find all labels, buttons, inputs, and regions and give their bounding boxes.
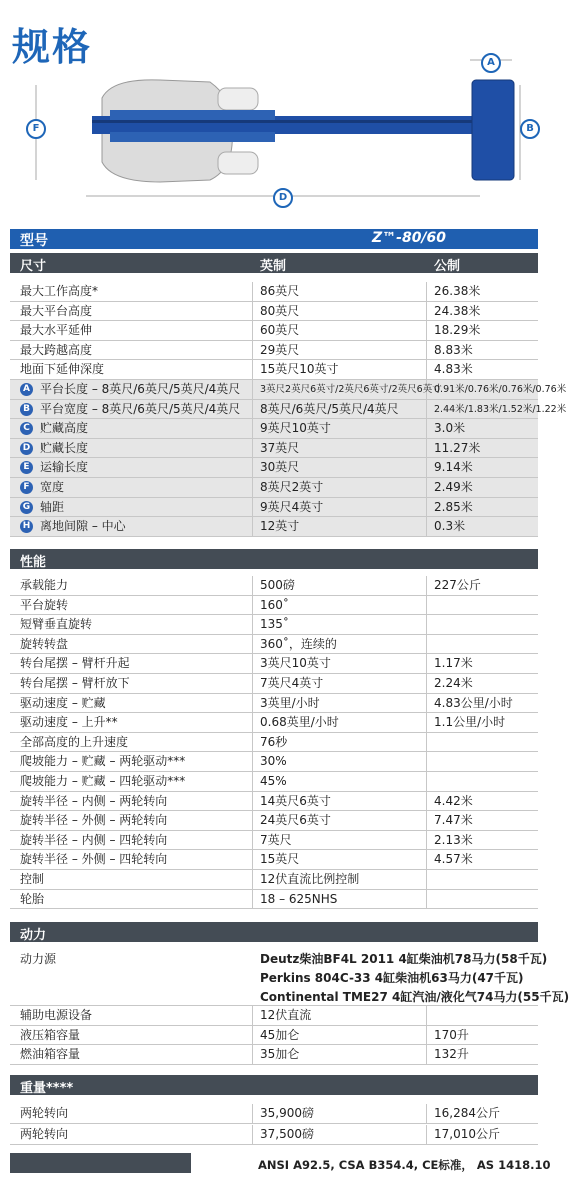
page-title: 规格 (12, 25, 93, 69)
imperial-value: 30英尺 (260, 460, 300, 475)
table-row (10, 517, 538, 537)
table-row (10, 576, 538, 596)
table-row (10, 713, 538, 733)
imperial-value: 29英尺 (260, 342, 300, 357)
metric-value: 4.83米 (434, 362, 473, 377)
table-row (10, 654, 538, 674)
metric-value: 16,284公斤 (434, 1106, 500, 1120)
row-label: 贮藏长度 (40, 440, 89, 455)
table-row (10, 1045, 538, 1065)
metric-value: 0.3米 (434, 519, 466, 534)
imperial-value: 35加仑 (260, 1047, 300, 1062)
metric-value: 11.27米 (434, 440, 481, 455)
dimension-badge-icon: D (20, 442, 33, 455)
imperial-value: 12伏直流比例控制 (260, 872, 360, 886)
metric-value: 9.14米 (434, 460, 473, 475)
imperial-value: 76秒 (260, 734, 288, 749)
row-label: 燃油箱容量 (20, 1047, 81, 1062)
boom-lift-diagram (0, 40, 550, 215)
table-row (10, 694, 538, 714)
metric-value: 1.1公里/小时 (434, 715, 506, 730)
imperial-value: 80英尺 (260, 303, 300, 318)
standards-text: ANSI A92.5, CSA B354.4, CE标准， AS 1418.10 (258, 1158, 551, 1172)
model-name: Z™-80/60 (372, 230, 447, 246)
row-label: 平台长度 – 8英尺/6英尺/5英尺/4英尺 (40, 382, 241, 396)
table-row (10, 282, 538, 302)
dimension-badge-icon: C (20, 422, 33, 435)
table-row (10, 1104, 538, 1124)
row-label: 液压箱容量 (20, 1027, 81, 1042)
imperial-value: 15英尺10英寸 (260, 362, 339, 377)
row-label: 最大水平延伸 (20, 323, 93, 338)
row-label: 转台尾摆 – 臂杆升起 (20, 656, 130, 671)
table-row (10, 772, 538, 792)
table-row (10, 380, 567, 400)
imperial-value: 86英尺 (260, 284, 300, 298)
size-heading: 尺寸 (20, 259, 47, 274)
imperial-value: 35,900磅 (260, 1106, 314, 1120)
table-row (10, 674, 538, 694)
imperial-value: 9英尺10英寸 (260, 421, 331, 436)
power-source-label: 动力源 (20, 952, 57, 966)
model-bar (10, 229, 538, 249)
table-row (10, 458, 538, 478)
metric-value: 227公斤 (434, 578, 481, 592)
table-row (10, 302, 538, 322)
dimension-badge-icon: A (20, 383, 33, 396)
performance-section-header (10, 549, 538, 569)
imperial-value: 60英尺 (260, 323, 300, 338)
dimension-label-f: F (26, 119, 46, 139)
power-source-1: Deutz柴油BF4L 2011 4缸柴油机78马力(58千瓦) (260, 952, 548, 966)
imperial-value: 7英尺4英寸 (260, 676, 324, 690)
metric-value: 0.91米/0.76米/0.76米/0.76米 (434, 384, 567, 395)
row-label: 承载能力 (20, 578, 69, 592)
metric-value: 17,010公斤 (434, 1127, 500, 1141)
metric-value: 132升 (434, 1047, 469, 1062)
row-label: 旋转半径 – 内侧 – 四轮转向 (20, 832, 168, 847)
imperial-value: 37英尺 (260, 440, 300, 455)
row-label: 宽度 (40, 480, 65, 494)
power-heading: 动力 (20, 928, 47, 943)
row-label: 轮胎 (20, 891, 45, 906)
row-label: 驱动速度 – 贮藏 (20, 695, 106, 710)
row-label: 旋转半径 – 内侧 – 两轮转向 (20, 793, 168, 808)
metric-heading: 公制 (434, 259, 461, 274)
metric-value: 3.0米 (434, 421, 466, 436)
table-row (10, 419, 538, 439)
weight-section-header (10, 1075, 538, 1095)
metric-value: 26.38米 (434, 284, 481, 298)
table-row (10, 635, 538, 655)
row-label: 旋转转盘 (20, 636, 69, 651)
row-label: 轴距 (40, 499, 65, 514)
table-row (10, 341, 538, 361)
metric-value: 1.17米 (434, 656, 473, 671)
row-label: 爬坡能力 – 贮藏 – 四轮驱动*** (20, 774, 186, 788)
metric-value: 2.13米 (434, 832, 473, 847)
imperial-value: 12英寸 (260, 519, 300, 534)
row-label: 旋转半径 – 外侧 – 两轮转向 (20, 813, 168, 828)
row-label: 运输长度 (40, 460, 89, 475)
metric-value: 2.85米 (434, 499, 473, 514)
weight-heading: 重量**** (20, 1081, 74, 1096)
row-label: 最大平台高度 (20, 303, 93, 318)
metric-value: 2.44米/1.83米/1.52米/1.22米 (434, 403, 567, 415)
row-label: 贮藏高度 (40, 421, 89, 436)
row-label: 两轮转向 (20, 1106, 69, 1120)
row-label: 两轮转向 (20, 1127, 69, 1141)
dimension-badge-icon: F (20, 481, 33, 494)
imperial-value: 15英尺 (260, 852, 300, 867)
imperial-value: 24英尺6英寸 (260, 813, 331, 828)
metric-value: 18.29米 (434, 323, 481, 338)
table-row (10, 439, 538, 459)
row-label: 控制 (20, 872, 45, 886)
row-label: 最大跨越高度 (20, 342, 93, 357)
imperial-value: 3英里/小时 (260, 695, 320, 710)
row-label: 地面下延伸深度 (20, 362, 105, 377)
imperial-value: 360˚，连续的 (260, 636, 337, 651)
dimension-label-a: A (481, 53, 501, 73)
table-row (10, 596, 538, 616)
metric-value: 7.47米 (434, 813, 473, 828)
row-label: 短臂垂直旋转 (20, 617, 93, 632)
dimension-badge-icon: G (20, 501, 33, 514)
row-label: 全部高度的上升速度 (20, 734, 129, 749)
metric-value: 4.42米 (434, 793, 473, 808)
imperial-value: 18 – 625NHS (260, 891, 338, 906)
table-row (10, 360, 538, 380)
imperial-value: 12伏直流 (260, 1008, 312, 1022)
size-section-header (10, 253, 538, 273)
imperial-value: 160˚ (260, 597, 289, 612)
table-row (10, 400, 567, 420)
table-row (10, 831, 538, 851)
metric-value: 2.49米 (434, 480, 473, 494)
dimension-badge-icon: B (20, 403, 33, 416)
imperial-value: 9英尺4英寸 (260, 499, 324, 514)
metric-value: 170升 (434, 1027, 469, 1042)
performance-heading: 性能 (20, 555, 47, 570)
imperial-value: 8英尺/6英尺/5英尺/4英尺 (260, 401, 399, 416)
row-label: 转台尾摆 – 臂杆放下 (20, 676, 130, 690)
imperial-value: 45加仑 (260, 1027, 300, 1042)
table-row (10, 890, 538, 910)
table-row (10, 752, 538, 772)
power-source-3: Continental TME27 4缸汽油/液化气74马力(55千瓦) (260, 990, 569, 1004)
metric-value: 24.38米 (434, 303, 481, 318)
dimension-label-d: D (273, 188, 293, 208)
metric-value: 2.24米 (434, 676, 473, 690)
row-label: 爬坡能力 – 贮藏 – 两轮驱动*** (20, 754, 186, 769)
table-row (10, 1006, 538, 1026)
table-row (10, 792, 538, 812)
table-row (10, 733, 538, 753)
imperial-value: 135˚ (260, 617, 289, 632)
power-section-header (10, 922, 538, 942)
power-source-2: Perkins 804C-33 4缸柴油机63马力(47千瓦) (260, 971, 524, 985)
table-row (10, 478, 538, 498)
row-label: 平台宽度 – 8英尺/6英尺/5英尺/4英尺 (40, 401, 241, 416)
row-label: 旋转半径 – 外侧 – 四轮转向 (20, 852, 168, 867)
imperial-value: 3英尺2英尺6英寸/2英尺6英寸/2英尺6英寸 (260, 384, 442, 395)
imperial-value: 7英尺 (260, 832, 292, 847)
footer-bar (10, 1153, 191, 1173)
row-label: 离地间隙 – 中心 (40, 519, 126, 534)
imperial-value: 45% (260, 774, 287, 788)
metric-value: 4.57米 (434, 852, 473, 867)
metric-value: 4.83公里/小时 (434, 695, 513, 710)
imperial-value: 14英尺6英寸 (260, 793, 331, 808)
table-row (10, 321, 538, 341)
table-row (10, 498, 538, 518)
table-row (10, 870, 538, 890)
imperial-value: 500磅 (260, 578, 295, 592)
imperial-heading: 英制 (260, 259, 287, 274)
row-label: 驱动速度 – 上升** (20, 715, 118, 730)
imperial-value: 0.68英里/小时 (260, 715, 339, 730)
imperial-value: 30% (260, 754, 287, 769)
imperial-value: 8英尺2英寸 (260, 480, 324, 494)
dimension-label-b: B (520, 119, 540, 139)
table-row (10, 615, 538, 635)
dimension-badge-icon: H (20, 520, 33, 533)
table-row (10, 850, 538, 870)
row-label: 最大工作高度* (20, 284, 99, 298)
table-row (10, 1125, 538, 1145)
metric-value: 8.83米 (434, 342, 473, 357)
row-label: 辅助电源设备 (20, 1008, 93, 1022)
model-label: 型号 (20, 233, 48, 249)
table-row (10, 1026, 538, 1046)
dimension-badge-icon: E (20, 461, 33, 474)
row-label: 平台旋转 (20, 597, 69, 612)
imperial-value: 37,500磅 (260, 1127, 314, 1141)
imperial-value: 3英尺10英寸 (260, 656, 331, 671)
table-row (10, 811, 538, 831)
